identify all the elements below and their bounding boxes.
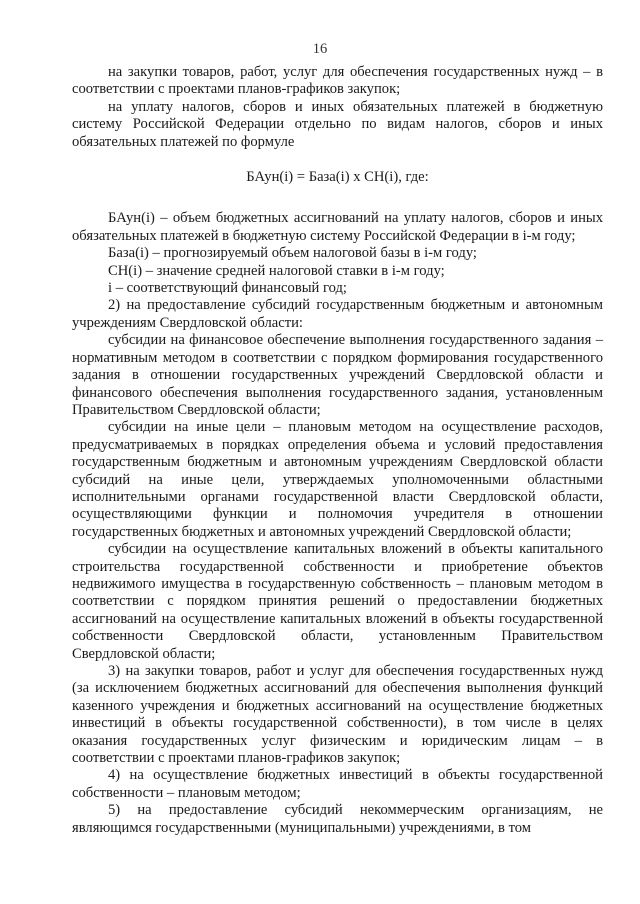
formula: БАун(i) = База(i) x СН(i), где: — [246, 169, 429, 186]
paragraph-item-2: 2) на предоставление субсидий государственным бюджетным и автономным учреждениям Свердловской области: — [72, 297, 603, 331]
paragraph-taxes: на уплату налогов, сборов и иных обязательных платежей в бюджетную систему Российской Федерации отдельно по видам налогов, сборов и иных обязательных платежей по формуле — [72, 98, 603, 150]
paragraph-capital-investment-subsidies: субсидии на осуществление капитальных вложений в объекты капитального строительства государственной собственности и приобретение объектов недвижимого имущества в государственную собственность – плановым методом в соответствии с порядком принятия решений о предоставлении бюджетных ассигнований на осуществление капитальных вложений в объекты государственной собственности Свердловской области, установленным Правительством Свердловской области; — [72, 541, 603, 662]
paragraph-tax-rate: СН(i) – значение средней налоговой ставки в i-м году; — [108, 262, 445, 279]
paragraph-state-assignment-subsidies: субсидии на финансовое обеспечение выполнения государственного задания – нормативным методом в соответствии с порядком формирования государственного задания в отношении государственных учреждений Свердловской области и финансового обеспечения выполнения государственного задания, установленным Правительством Свердловской области; — [72, 332, 603, 418]
document-body — [72, 64, 603, 837]
page-number: 16 — [312, 41, 328, 57]
paragraph-item-3: 3) на закупки товаров, работ и услуг для обеспечения государственных нужд (за исключением бюджетных ассигнований для обеспечения выполнения функций казенного учреждения и бюджетных ассигнований на осуществление бюджетных инвестиций в объекты государственной собственности), в том числе в целях оказания государственных услуг физическим и юридическим лицам – в соответствии с проектами планов-графиков закупок; — [72, 663, 603, 767]
paragraph-tax-base: База(i) – прогнозируемый объем налоговой базы в i-м году; — [108, 245, 477, 262]
paragraph-other-purpose-subsidies: субсидии на иные цели – плановым методом на осуществление расходов, предусматриваемых в порядках определения объема и условий предоставления государственным бюджетным и автономным учреждениям Свердловской области субсидий на иные цели, утверждаемых уполномоченными областными исполнительными органами государственной власти Свердловской области, осуществляющими функции и полномочия учредителя в отношении государственных бюджетных и автономных учреждений Свердловской области; — [72, 419, 603, 540]
paragraph-item-5: 5) на предоставление субсидий некоммерческим организациям, не являющимся государственными (муниципальными) учреждениями, в том — [72, 802, 603, 836]
paragraph-fiscal-year: i – соответствующий финансовый год; — [108, 280, 347, 297]
paragraph-item-4: 4) на осуществление бюджетных инвестиций в объекты государственной собственности – плановым методом; — [72, 767, 603, 801]
paragraph-procurement: на закупки товаров, работ, услуг для обеспечения государственных нужд – в соответствии с проектами планов-графиков закупок; — [72, 64, 603, 98]
paragraph-formula-definition: БАун(i) – объем бюджетных ассигнований на уплату налогов, сборов и иных обязательных платежей в бюджетную систему Российской Федерации в i-м году; — [72, 210, 603, 244]
